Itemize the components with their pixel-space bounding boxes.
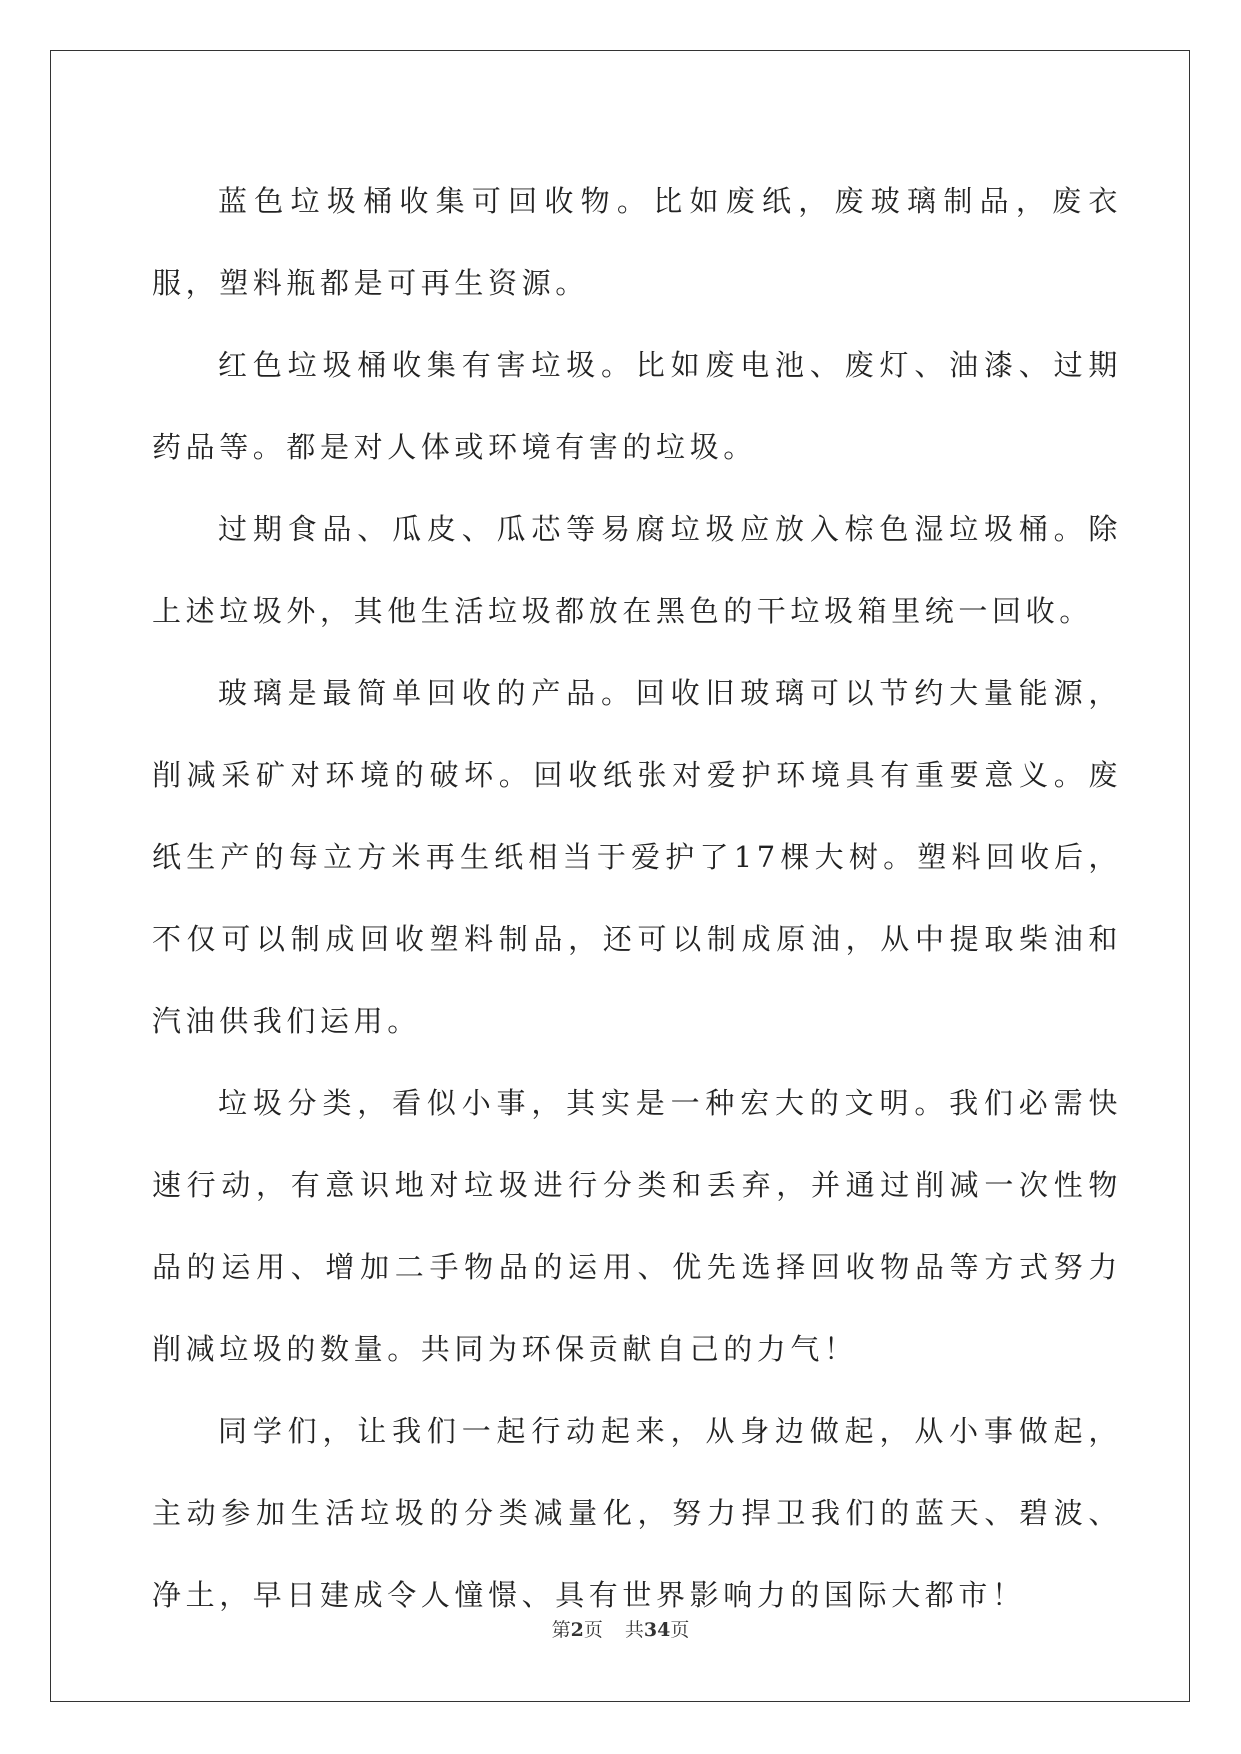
page-footer — [0, 1618, 1241, 1642]
total-label-suffix: 页 — [670, 1619, 690, 1641]
paragraph-wet-dry-bin: 过期食品、瓜皮、瓜芯等易腐垃圾应放入棕色湿垃圾桶。除上述垃圾外，其他生活垃圾都放在黑色的干垃圾箱里统一回收。 — [152, 512, 1122, 628]
page-label-prefix: 第 — [551, 1619, 571, 1641]
paragraph-red-bin: 红色垃圾桶收集有害垃圾。比如废电池、废灯、油漆、过期药品等。都是对人体或环境有害的垃圾。 — [152, 348, 1122, 464]
page-number: 2 — [570, 1619, 584, 1641]
paragraph-blue-bin: 蓝色垃圾桶收集可回收物。比如废纸，废玻璃制品，废衣服，塑料瓶都是可再生资源。 — [152, 184, 1122, 300]
page-label-suffix: 页 — [583, 1619, 603, 1641]
paragraph-garbage-sorting: 垃圾分类，看似小事，其实是一种宏大的文明。我们必需快速行动，有意识地对垃圾进行分类和丢弃，并通过削减一次性物品的运用、增加二手物品的运用、优先选择回收物品等方式努力削减垃圾的数量。共同为环保贡献自己的力气！ — [152, 1086, 1122, 1366]
total-label-prefix: 共 — [624, 1619, 644, 1641]
document-body — [152, 160, 1122, 1636]
paragraph-call-to-action: 同学们，让我们一起行动起来，从身边做起，从小事做起，主动参加生活垃圾的分类减量化，努力捍卫我们的蓝天、碧波、净土，早日建成令人憧憬、具有世界影响力的国际大都市！ — [152, 1414, 1122, 1612]
paragraph-recycling-benefits: 玻璃是最简单回收的产品。回收旧玻璃可以节约大量能源，削减采矿对环境的破坏。回收纸张对爱护环境具有重要意义。废纸生产的每立方米再生纸相当于爱护了17棵大树。塑料回收后，不仅可以制成回收塑料制品，还可以制成原油，从中提取柴油和汽油供我们运用。 — [152, 676, 1122, 1038]
total-pages: 34 — [643, 1619, 671, 1641]
